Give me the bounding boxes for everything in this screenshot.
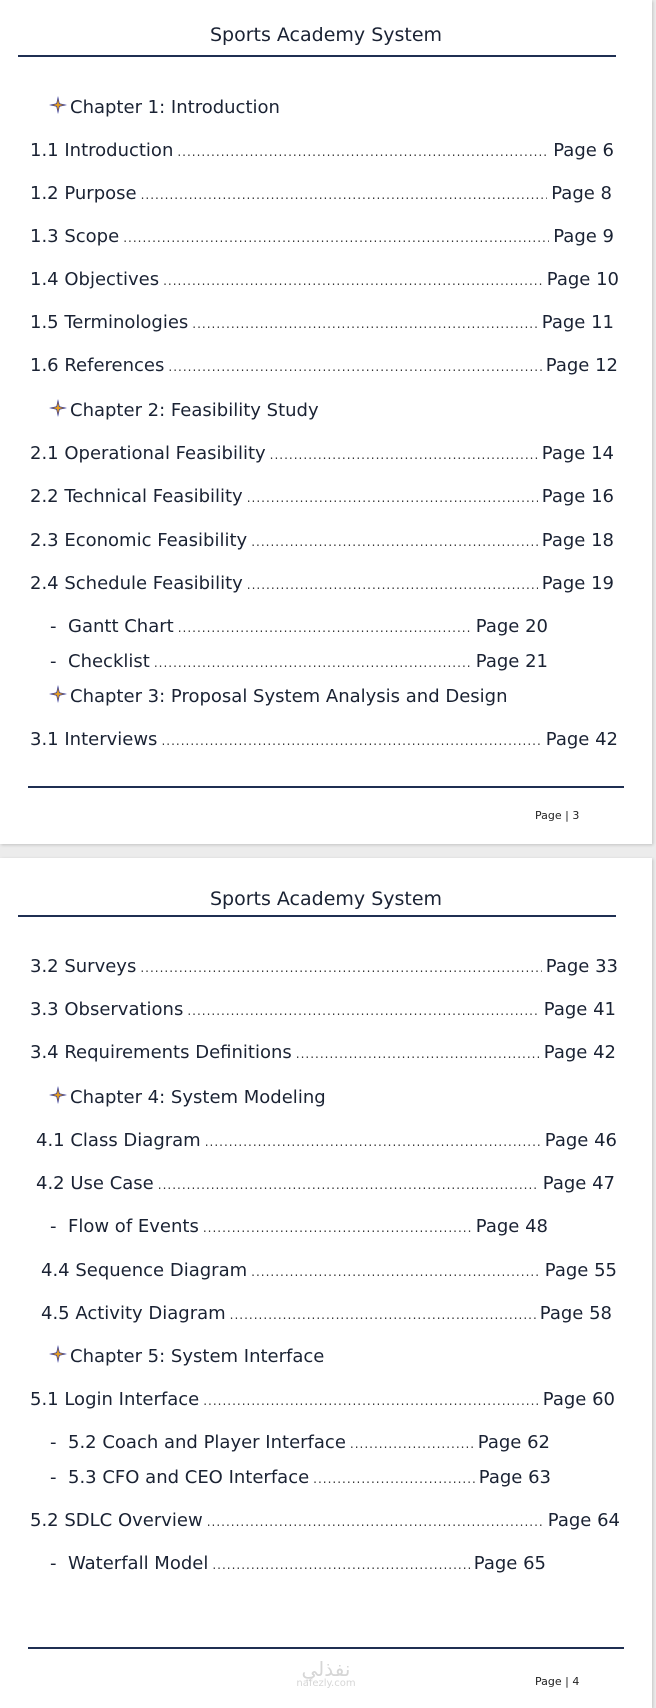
chapter-title: Chapter 4: System Modeling	[70, 1087, 326, 1108]
toc-entry-label: 4.4 Sequence Diagram	[41, 1260, 248, 1281]
document-page-3	[0, 0, 652, 844]
toc-entry-label: 1.3 Scope	[30, 226, 120, 247]
toc-entry-label: Waterfall Model	[68, 1553, 209, 1574]
dot-leader	[168, 355, 541, 379]
dot-leader	[192, 312, 538, 336]
toc-subentry[interactable]	[68, 1431, 550, 1455]
toc-entry[interactable]	[36, 1129, 617, 1153]
dot-leader	[161, 729, 541, 753]
toc-entry[interactable]	[30, 485, 614, 509]
toc-entry[interactable]	[41, 1302, 612, 1326]
toc-entry-label: 3.1 Interviews	[30, 729, 158, 750]
footer-rule	[28, 1647, 624, 1649]
toc-bullet: -	[50, 1467, 57, 1488]
toc-entry[interactable]	[30, 225, 614, 249]
toc-entry[interactable]	[36, 1172, 615, 1196]
toc-entry-page: Page 62	[477, 1432, 550, 1453]
toc-entry-page: Page 10	[546, 269, 619, 290]
toc-entry[interactable]	[30, 1509, 620, 1533]
toc-entry-page: Page 55	[544, 1260, 617, 1281]
toc-entry-page: Page 6	[553, 140, 614, 161]
toc-bullet: -	[50, 1216, 57, 1237]
toc-entry-label: 1.4 Objectives	[30, 269, 160, 290]
toc-chapter-1	[48, 96, 280, 120]
footer-rule	[28, 786, 624, 788]
dot-leader	[313, 1467, 475, 1491]
toc-entry-label: 2.4 Schedule Feasibility	[30, 573, 243, 594]
toc-entry-label: 1.5 Terminologies	[30, 312, 189, 333]
toc-entry-page: Page 20	[475, 616, 548, 637]
toc-entry[interactable]	[30, 182, 612, 206]
dot-leader	[203, 1216, 472, 1240]
dot-leader	[205, 1130, 541, 1154]
chapter-title: Chapter 2: Feasibility Study	[70, 400, 319, 421]
dot-leader	[350, 1432, 474, 1456]
toc-entry-label: 2.1 Operational Feasibility	[30, 443, 266, 464]
toc-entry-page: Page 8	[551, 183, 612, 204]
chapter-title: Chapter 1: Introduction	[70, 97, 280, 118]
star-bullet-icon	[48, 684, 70, 711]
dot-leader	[247, 486, 538, 510]
dot-leader	[154, 651, 472, 675]
dot-leader	[270, 443, 538, 467]
toc-entry-page: Page 14	[541, 443, 614, 464]
toc-subentry[interactable]	[68, 1215, 548, 1239]
chapter-title: Chapter 3: Proposal System Analysis and Design	[70, 686, 508, 707]
toc-entry-page: Page 18	[541, 530, 614, 551]
dot-leader	[177, 140, 549, 164]
toc-bullet: -	[50, 1553, 57, 1574]
toc-entry-label: 3.2 Surveys	[30, 956, 137, 977]
star-bullet-icon	[48, 398, 70, 425]
dot-leader	[141, 183, 548, 207]
header-rule	[18, 55, 616, 57]
watermark-url: nafezly.com	[296, 1678, 356, 1689]
watermark-arabic: نفذلي	[301, 1657, 351, 1681]
dot-leader	[203, 1389, 539, 1413]
star-bullet-icon	[48, 1085, 70, 1112]
toc-entry-page: Page 16	[541, 486, 614, 507]
dot-leader	[123, 226, 549, 250]
toc-entry-label: 2.3 Economic Feasibility	[30, 530, 248, 551]
toc-entry-label: 1.2 Purpose	[30, 183, 137, 204]
toc-entry[interactable]	[30, 139, 614, 163]
toc-bullet: -	[50, 651, 57, 672]
toc-entry-page: Page 19	[541, 573, 614, 594]
toc-entry-page: Page 65	[473, 1553, 546, 1574]
toc-bullet: -	[50, 1432, 57, 1453]
dot-leader	[247, 573, 538, 597]
page-number: Page | 3	[535, 809, 580, 822]
toc-entry-page: Page 46	[544, 1130, 617, 1151]
toc-entry-label: Gantt Chart	[68, 616, 174, 637]
dot-leader	[178, 616, 472, 640]
toc-entry-page: Page 64	[547, 1510, 620, 1531]
dot-leader	[251, 1260, 541, 1284]
toc-chapter-2	[48, 399, 319, 423]
toc-entry-page: Page 58	[539, 1303, 612, 1324]
dot-leader	[140, 956, 541, 980]
toc-entry-label: 1.1 Introduction	[30, 140, 174, 161]
toc-entry-label: 5.1 Login Interface	[30, 1389, 200, 1410]
dot-leader	[163, 269, 543, 293]
dot-leader	[158, 1173, 539, 1197]
star-bullet-icon	[48, 1344, 70, 1371]
toc-entry-label: 5.3 CFO and CEO Interface	[68, 1467, 310, 1488]
toc-entry[interactable]	[30, 1388, 615, 1412]
toc-chapter-5	[48, 1345, 324, 1369]
toc-entry[interactable]	[30, 728, 618, 752]
toc-entry-page: Page 11	[541, 312, 614, 333]
dot-leader	[251, 530, 538, 554]
toc-entry-page: Page 33	[545, 956, 618, 977]
toc-entry-label: 4.2 Use Case	[36, 1173, 154, 1194]
dot-leader	[187, 999, 539, 1023]
toc-subentry[interactable]	[68, 1552, 546, 1576]
dot-leader	[230, 1303, 536, 1327]
toc-entry-page: Page 41	[543, 999, 616, 1020]
toc-entry[interactable]	[41, 1259, 617, 1283]
toc-entry[interactable]	[30, 268, 619, 292]
chapter-title: Chapter 5: System Interface	[70, 1346, 325, 1367]
toc-entry[interactable]	[30, 442, 614, 466]
toc-subentry[interactable]	[68, 1466, 551, 1490]
toc-subentry[interactable]	[68, 615, 548, 639]
toc-entry-label: 5.2 SDLC Overview	[30, 1510, 203, 1531]
page-header-title: Sports Academy System	[209, 24, 443, 46]
toc-entry-page: Page 60	[542, 1389, 615, 1410]
toc-entry[interactable]	[30, 311, 614, 335]
toc-entry-label: Flow of Events	[68, 1216, 199, 1237]
toc-entry-label: 1.6 References	[30, 355, 165, 376]
toc-chapter-3	[48, 685, 508, 709]
toc-subentry[interactable]	[68, 650, 548, 674]
document-page-4	[0, 858, 652, 1708]
dot-leader	[296, 1042, 540, 1066]
toc-entry[interactable]	[30, 529, 614, 553]
toc-entry-page: Page 9	[553, 226, 614, 247]
toc-entry-label: 3.3 Observations	[30, 999, 184, 1020]
star-bullet-icon	[48, 95, 70, 122]
toc-chapter-4	[48, 1086, 326, 1110]
dot-leader	[207, 1510, 544, 1534]
toc-entry-label: 5.2 Coach and Player Interface	[68, 1432, 346, 1453]
toc-entry[interactable]	[30, 572, 614, 596]
toc-entry[interactable]	[30, 955, 618, 979]
toc-entry-page: Page 47	[542, 1173, 615, 1194]
toc-entry[interactable]	[30, 998, 616, 1022]
toc-entry-label: 2.2 Technical Feasibility	[30, 486, 243, 507]
toc-entry[interactable]	[30, 1041, 616, 1065]
toc-entry-page: Page 42	[545, 729, 618, 750]
toc-entry-page: Page 63	[478, 1467, 551, 1488]
dot-leader	[212, 1553, 469, 1577]
page-number: Page | 4	[535, 1675, 580, 1688]
header-rule	[18, 915, 616, 917]
watermark	[0, 1657, 652, 1690]
toc-entry-page: Page 21	[475, 651, 548, 672]
toc-entry-page: Page 42	[543, 1042, 616, 1063]
toc-entry-page: Page 48	[475, 1216, 548, 1237]
toc-entry[interactable]	[30, 354, 618, 378]
toc-entry-label: 4.1 Class Diagram	[36, 1130, 201, 1151]
toc-bullet: -	[50, 616, 57, 637]
toc-entry-label: 4.5 Activity Diagram	[41, 1303, 226, 1324]
toc-entry-label: Checklist	[68, 651, 150, 672]
toc-entry-label: 3.4 Requirements Definitions	[30, 1042, 292, 1063]
page-header-title: Sports Academy System	[209, 888, 443, 910]
toc-entry-page: Page 12	[545, 355, 618, 376]
